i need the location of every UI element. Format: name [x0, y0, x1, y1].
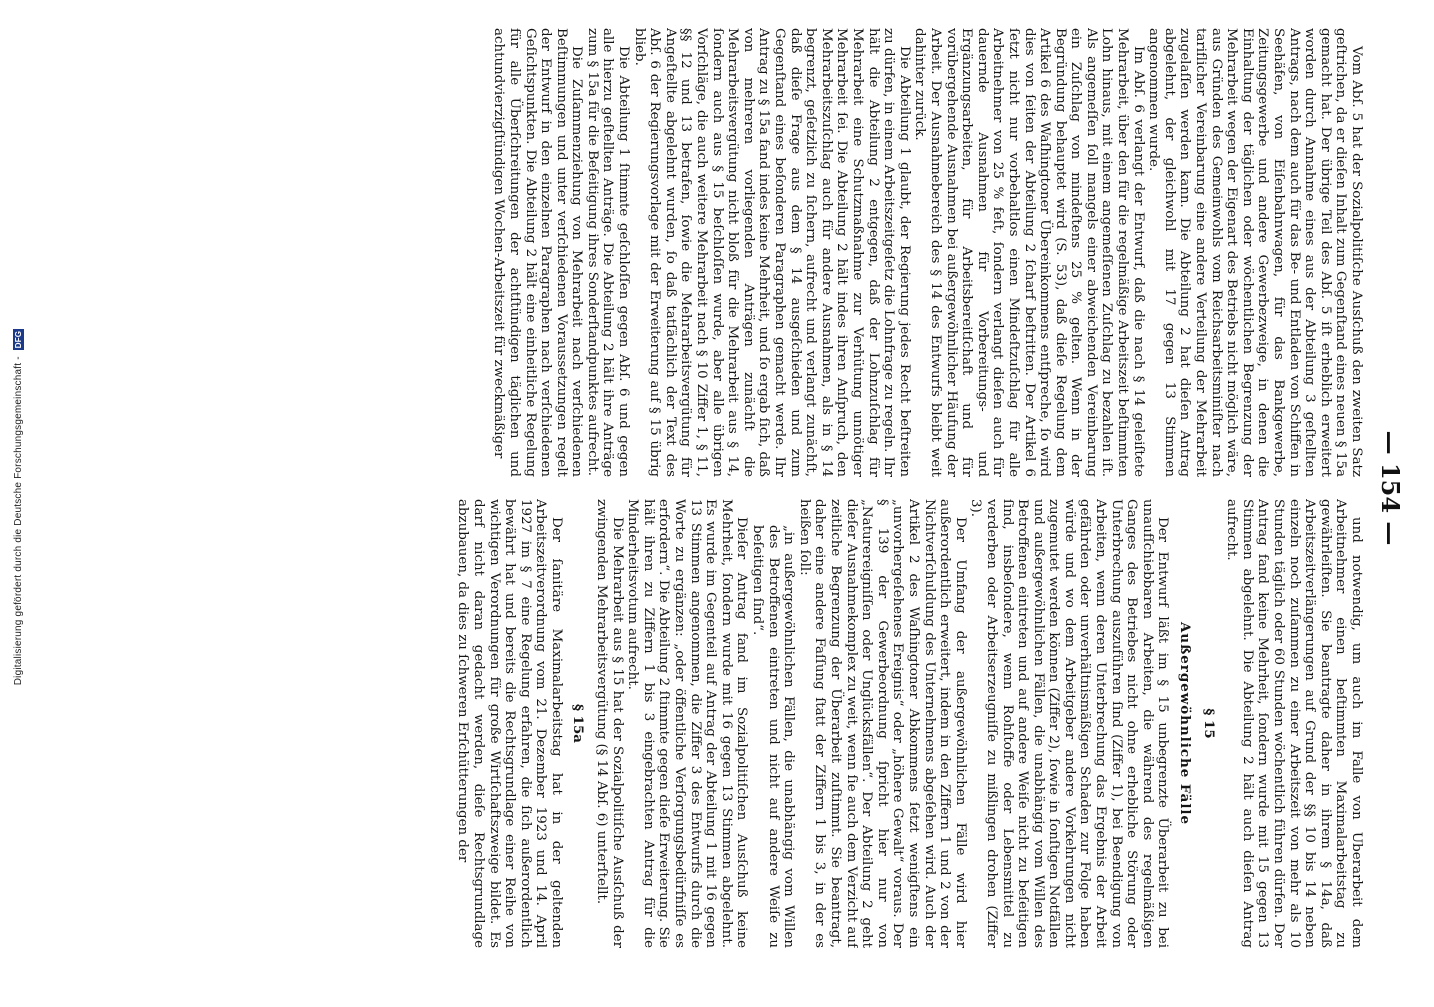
quote-text: „in außergewöhnlichen Fällen, die unabhängig vom Willen des Betroffenen eintreten und nicht auf andere Weiſe zu beſeitigen ſind“. [750, 525, 797, 948]
section-title: Außergewöhnliche Fälle [1177, 621, 1194, 826]
text-columns [40, 28, 1364, 948]
paragraph: Die Abteilung 1 ſtimmte geſchloſſen gegen Abſ. 6 und gegen alle hierzu geſtellten Anträge. Die Abteilung 2 hält ihre Anträge zum § 15a für die Beſeitigung ihres Sonderſtandpunktes aufrecht. [584, 28, 632, 477]
paragraph: Der Entwurf läßt im § 15 unbegrenzte Überarbeit zu bei unaufſchiebbaren Arbeiten, die während des regelmäßigen Ganges des Betriebes nicht ohne erhebliche Störung oder Unterbrechung auszuführen ſind (Ziffer 1), bei Beendigung von Arbeiten, wenn deren Unterbrechung das Ergebnis der Arbeit gefährden oder unverhältnismäßigen Schaden zur Folge haben würde und wo dem Arbeitgeber andere Vorkehrungen nicht zugemutet werden können (Ziffer 2), ſowie in ſonſtigen Notfällen und außergewöhnlichen Fällen, die unabhängig vom Willen des Betroffenen eintreten und auf andere Weiſe nicht zu beſeitigen ſind, insbeſondere, wenn Rohſtoffe oder Lebensmittel zu verderben oder Arbeitserzeugniſſe zu mißlingen drohen (Ziffer 3). [968, 499, 1171, 948]
left-column [40, 28, 1364, 477]
section-number: § 15a [570, 704, 587, 743]
paragraph: Im Abſ. 6 verlangt der Entwurf, daß die nach § 14 geleiſtete Mehrarbeit, über den für die regelmäßige Arbeitszeit beſtimmten Lohn hinaus, mit einem angemeſſenen Zuſchlag zu bezahlen iſt. Als angemeſſen ſoll mangels einer abweichenden Vereinbarung ein Zuſchlag von mindeſtens 25 % gelten. Wenn in der Begründung behauptet wird (S. 53), daß dieſe Regelung dem Artikel 6 des Waſhingtoner Übereinkommens entſpreche, ſo wird dies von ſeiten der Abteilung 2 ſcharf beſtritten. Der Artikel 6 ſetzt nicht nur vorbehaltlos einen Mindeſtzuſchlag für alle Arbeitnehmer von 25 % feſt, ſondern verlangt dieſen auch für dauernde Ausnahmen für Vorbereitungs- und Ergänzungsarbeiten, für Arbeitsbereitſchaft und für vorübergehende Ausnahmen bei außergewöhnlicher Häufung der Arbeit. Der Ausnahmebereich des § 14 des Entwurfs bleibt weit dahinter zurück. [912, 28, 1146, 477]
paragraph: Die Zuſammenziehung von Mehrarbeit nach verſchiedenen Beſtimmungen und unter verſchiedenen Voraussetzungen regelt der Entwurf in den einzelnen Paragraphen nach verſchiedenen Geſichtspunkten. Die Abteilung 2 hält eine einheitliche Regelung für alle Überſchreitungen der achtſtündigen täglichen und achtundvierzigſtündigen Wochen-Arbeitszeit für zweckmäßiger [491, 28, 585, 477]
paragraph: Vom Abſ. 5 hat der Sozialpolitiſche Ausſchuß den zweiten Satz geſtrichen, da er dieſen Inhalt zum Gegenſtand eines neuen § 15a gemacht hat. Der übrige Teil des Abſ. 5 iſt erheblich erweitert worden durch Annahme eines aus der Abteilung 3 geſtellten Antrags, nach dem auch für das Be- und Entladen von Schiffen in Seehäfen, von Eiſenbahnwagen, für das Bankgewerbe, Zeitungsgewerbe und andere Gewerbezweige, in denen die Einhaltung der täglichen oder wöchentlichen Begrenzung der Mehrarbeit wegen der Eigenart des Betriebs nicht möglich wäre, aus Gründen des Gemeinwohls vom Reichsarbeitsminiſter nach tariflicher Vereinbarung eine andere Verteilung der Mehrarbeit zugelaſſen werden kann. Die Abteilung 2 hat dieſen Antrag abgelehnt, der gleichwohl mit 17 gegen 13 Stimmen angenommen wurde. [1146, 28, 1364, 477]
paragraph: Der ſanitäre Maximalarbeitstag hat in der geltenden Arbeitszeitverordnung vom 21. Dezember 1923 und 14. April 1927 im § 7 eine Regelung erfahren, die ſich außerordentlich bewährt hat und bereits die Rechtsgrundlage einer Reihe von wichtigen Verordnungen für große Wirtſchaftszweige bildet. Es darf nicht daran gedacht werden, dieſe Rechtsgrundlage abzubauen, da dies zu ſchweren Erſchütterungen der [455, 499, 564, 948]
section-number: § 15 [1200, 708, 1217, 739]
paragraph: und notwendig, um auch im Falle von Überarbeit dem Arbeitnehmer einen beſtimmten Maximalarbeitstag zu gewährleiſten. Sie beantragte daher in ihrem § 14a, daß Arbeitszeitverlängerungen auf Grund der §§ 10 bis 14 neben einzeln noch zuſammen zu einer Arbeitszeit von mehr als 10 Stunden täglich oder 60 Stunden wöchentlich führen dürfen. Der Antrag fand keine Mehrheit, ſondern wurde mit 15 gegen 13 Stimmen abgelehnt. Die Abteilung 2 hält auch dieſen Antrag aufrecht. [1224, 499, 1364, 948]
quoted-amendment [749, 525, 796, 948]
paragraph: Die Mehrarbeit aus § 15 hat der Sozialpolitiſche Ausſchuß der zwingenden Mehrarbeitsvergütung (§ 14 Abſ. 6) unterſtellt. [594, 499, 625, 948]
page-number: — 154 — [1376, 430, 1406, 546]
paragraph: Dieſer Antrag fand im Sozialpolitiſchen Ausſchuß keine Mehrheit, ſondern wurde mit 16 gegen 13 Stimmen abgelehnt. Es wurde im Gegenteil auf Antrag der Abteilung 1 mit 16 gegen 13 Stimmen angenommen, die Ziffer 3 des Entwurfs durch die Worte zu ergänzen: „oder öffentliche Verſorgungsbedürfniſſe es erfordern“. Die Abteilung 2 ſtimmte gegen dieſe Erweiterung. Sie hält ihren zu Ziffern 1 bis 3 eingebrachten Antrag für die Minderheitsvotum aufrecht. [625, 499, 750, 948]
paragraph: Der Umfang der außergewöhnlichen Fälle wird hier außerordentlich erweitert, indem in den Ziffern 1 und 2 von der Nichtverſchuldung des Unternehmens abgeſehen wird. Auch der Artikel 2 des Waſhingtoner Abkommens ſetzt wenigſtens ein „unvorhergeſehenes Ereignis“ oder „höhere Gewalt“ voraus. Der § 139 der Gewerbeordnung ſpricht hier nur von „Naturereigniſſen oder Unglücksfällen“. Der Abteilung 2 geht dieſer Ausnahmekomplex zu weit, wenn ſie auch dem Verzicht auf zeitliche Begrenzung der Überarbeit zuſtimmt. Sie beantragt, daher eine andere Faſſung ſtatt der Ziffern 1 bis 3, in der es heißen ſoll: [796, 499, 968, 948]
paragraph: Die Abteilung 1 glaubt, der Regierung jedes Recht beſtreiten zu dürfen, in einem Arbeitszeitgeſetz die Lohnfrage zu regeln. Ihr hält die Abteilung 2 entgegen, daß der Lohnzuſchlag für Mehrarbeit eine Schutzmaßnahme zur Verhütung unnötiger Mehrarbeit ſei. Die Abteilung 2 hält indes ihren Anſpruch, den Mehrarbeitszuſchlag auch für andere Ausnahmen, als in § 14 begrenzt, geſetzlich zu ſichern, aufrecht und verlangt zunächſt, daß dieſe Frage aus dem § 14 ausgeſchieden und zum Gegenſtand eines beſonderen Paragraphen gemacht werde. Ihr Antrag zu § 15a fand indes keine Mehrheit, und ſo ergab ſich, daß von mehreren vorliegenden Anträgen zunächſt die Mehrarbeitsvergütung nicht bloß für die Mehrarbeit aus § 14, ſondern auch aus § 15 beſchloſſen wurde, aber alle übrigen Vorſchläge, die auch weitere Mehrarbeit nach § 10 Ziffer 1, § 11, §§ 12 und 13 betrafen, ſowie die Mehrarbeitsvergütung für Angeſtellte abgelehnt wurden, ſo daß tatſächlich der Text des Abſ. 6 der Regierungsvorlage mit der Erweiterung auf § 15 übrig blieb. [631, 28, 912, 477]
dfg-logo: DFG [13, 330, 23, 349]
credit-text: Digitalisierung gefördert durch die Deutsche Forschungsgemeinschaft - [12, 356, 24, 686]
right-column [40, 499, 1364, 948]
